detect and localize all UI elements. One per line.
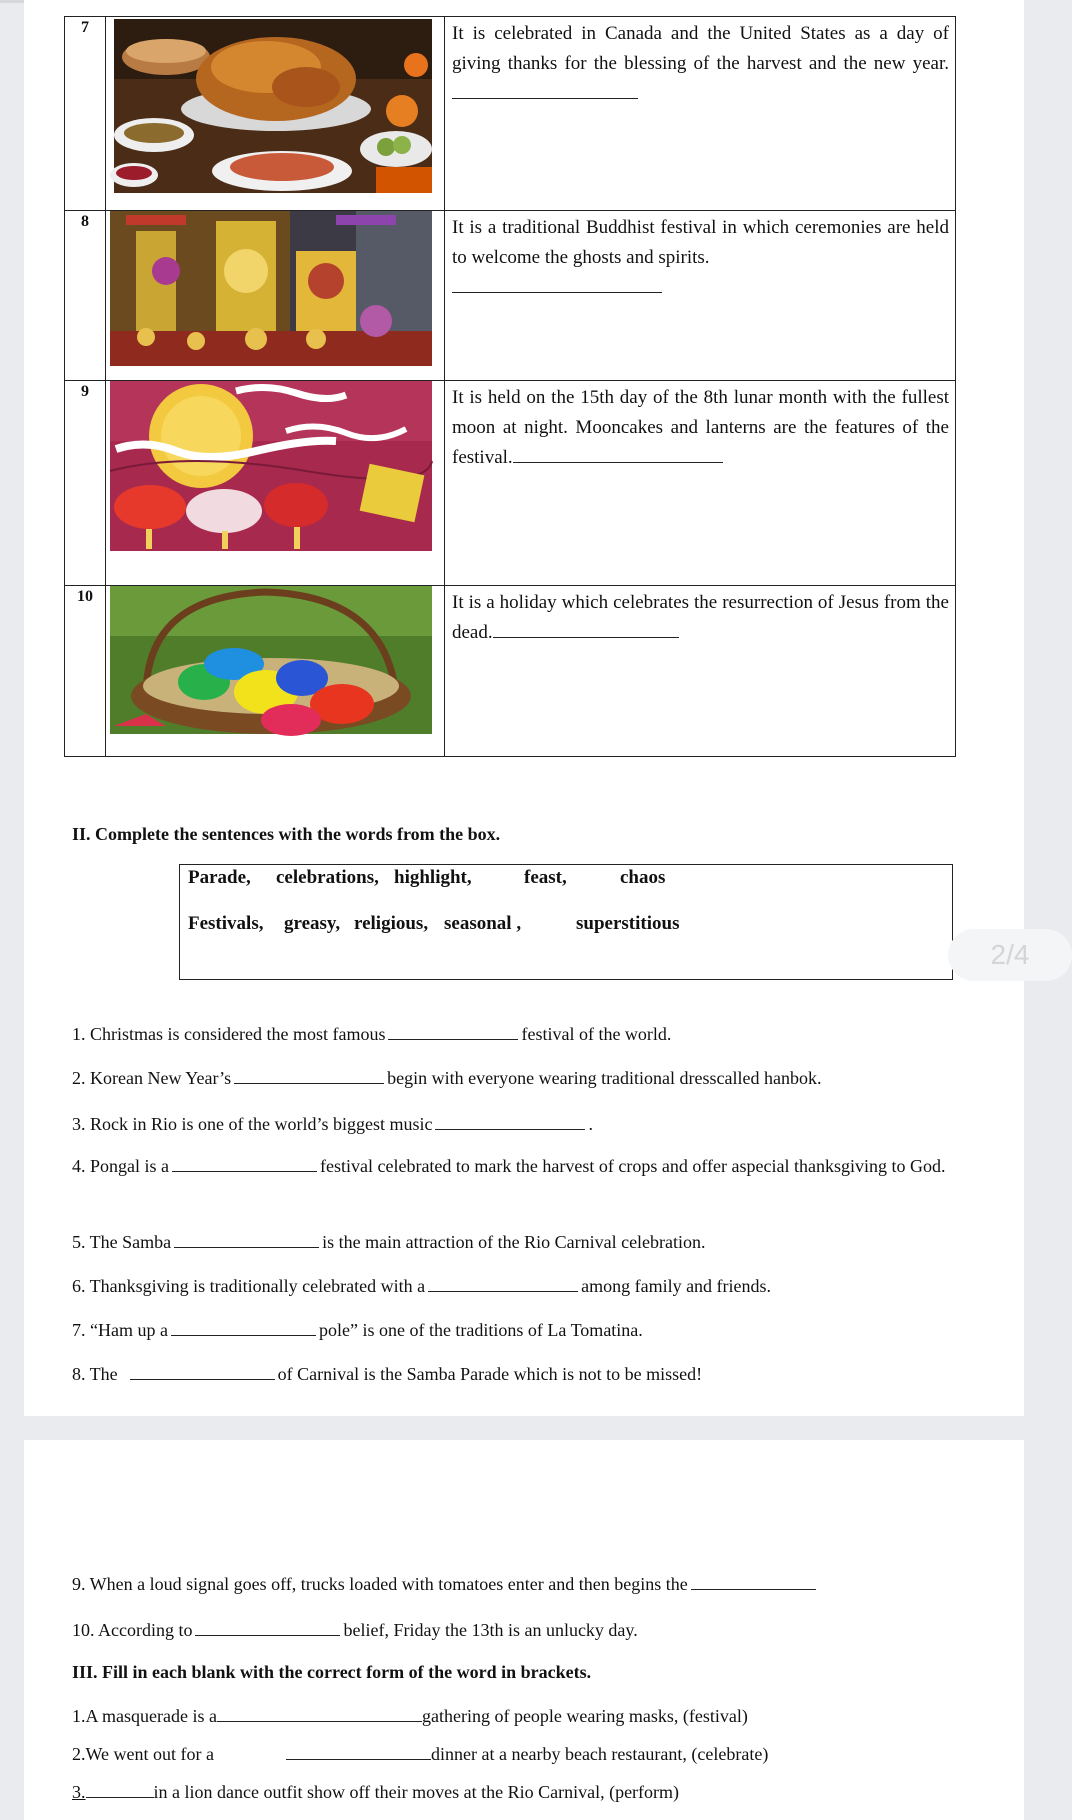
word-box-item: greasy, xyxy=(284,913,341,934)
answer-blank[interactable] xyxy=(388,1024,518,1040)
table-row xyxy=(65,17,956,211)
sentence-item: 9. When a loud signal goes off, trucks loaded with tomatoes enter and then begins the xyxy=(72,1570,1032,1598)
table-row xyxy=(65,381,956,586)
answer-blank[interactable] xyxy=(86,1782,154,1798)
word-box-item: religious, xyxy=(354,913,429,934)
answer-blank[interactable] xyxy=(513,446,723,463)
word-box-item: seasonal , xyxy=(444,913,522,934)
mid-autumn-moon-lanterns-photo xyxy=(106,381,445,586)
answer-blank[interactable] xyxy=(428,1276,578,1292)
word-box-item: Festivals, xyxy=(188,913,264,934)
answer-blank[interactable] xyxy=(174,1232,319,1248)
sentence-item: 1.A masquerade is a gathering of people wearing masks, (festival) xyxy=(72,1706,748,1726)
word-box-item: feast, xyxy=(524,867,567,888)
row-number: 9 xyxy=(65,381,106,586)
table-row xyxy=(65,586,956,757)
sentence-item: 10. According to belief, Friday the 13th is an unlucky day. xyxy=(72,1620,638,1640)
word-box-item: superstitious xyxy=(576,913,680,934)
festival-matching-table xyxy=(64,16,956,757)
row-description: It is held on the 15th day of the 8th lunar month with the fullest moon at night. Mooncakes and lanterns are the features of the festival. xyxy=(445,381,956,586)
table-row xyxy=(65,211,956,381)
thanksgiving-dinner-photo xyxy=(106,17,445,211)
answer-blank[interactable] xyxy=(130,1364,275,1380)
answer-blank[interactable] xyxy=(217,1706,422,1722)
worksheet-page-1 xyxy=(24,0,1030,1416)
row-number: 10 xyxy=(65,586,106,757)
row-number: 7 xyxy=(65,17,106,211)
word-box-item: highlight, xyxy=(394,867,472,888)
sentence-item: 6. Thanksgiving is traditionally celebrated with a among family and friends. xyxy=(72,1276,772,1296)
sentence-item: 8. The of Carnival is the Samba Parade which is not to be missed! xyxy=(72,1364,703,1384)
answer-blank[interactable] xyxy=(234,1068,384,1084)
sentence-item: 2.We went out for a dinner at a nearby beach restaurant, (celebrate) xyxy=(72,1744,769,1764)
answer-blank[interactable] xyxy=(452,82,638,99)
buddhist-ghost-festival-altar-photo xyxy=(106,211,445,381)
row-description: It is a traditional Buddhist festival in which ceremonies are held to welcome the ghosts and spirits. xyxy=(445,211,956,381)
answer-blank[interactable] xyxy=(171,1320,316,1336)
section-3-heading: III. Fill in each blank with the correct form of the word in brackets. xyxy=(72,1662,592,1682)
answer-blank[interactable] xyxy=(195,1620,340,1636)
word-box xyxy=(179,864,1030,980)
word-box-item: Parade, xyxy=(188,867,251,888)
answer-blank[interactable] xyxy=(435,1114,585,1130)
answer-blank[interactable] xyxy=(452,276,662,293)
answer-blank[interactable] xyxy=(493,621,679,638)
sentence-item: 3. in a lion dance outfit show off their moves at the Rio Carnival, (perform) xyxy=(72,1782,680,1802)
answer-blank[interactable] xyxy=(286,1744,431,1760)
page-indicator-badge: 2/4 xyxy=(948,929,1072,981)
sentence-item: 3. Rock in Rio is one of the world’s biggest music . xyxy=(72,1114,593,1134)
sentence-item: 4. Pongal is a festival celebrated to mark the harvest of crops and offer aspecial thanksgiving to God. xyxy=(72,1156,946,1176)
word-box-item: chaos xyxy=(620,867,666,888)
worksheet-page-2 xyxy=(24,1440,1024,1820)
row-description: It is celebrated in Canada and the United States as a day of giving thanks for the blessing of the harvest and the new year. xyxy=(445,17,956,211)
sentence-item: 2. Korean New Year’s begin with everyone wearing traditional dresscalled hanbok. xyxy=(72,1068,822,1088)
section-2-heading: II. Complete the sentences with the words from the box. xyxy=(72,824,501,844)
row-number: 8 xyxy=(65,211,106,381)
answer-blank[interactable] xyxy=(691,1574,816,1590)
sentence-item: 1. Christmas is considered the most famous festival of the world. xyxy=(72,1024,672,1044)
sentence-item: 5. The Samba is the main attraction of the Rio Carnival celebration. xyxy=(72,1232,706,1252)
row-description: It is a holiday which celebrates the resurrection of Jesus from the dead. xyxy=(445,586,956,757)
answer-blank[interactable] xyxy=(172,1156,317,1172)
easter-eggs-basket-photo xyxy=(106,586,445,757)
sentence-item: 7. “Ham up a pole” is one of the traditions of La Tomatina. xyxy=(72,1320,643,1340)
word-box-item: celebrations, xyxy=(276,867,379,888)
